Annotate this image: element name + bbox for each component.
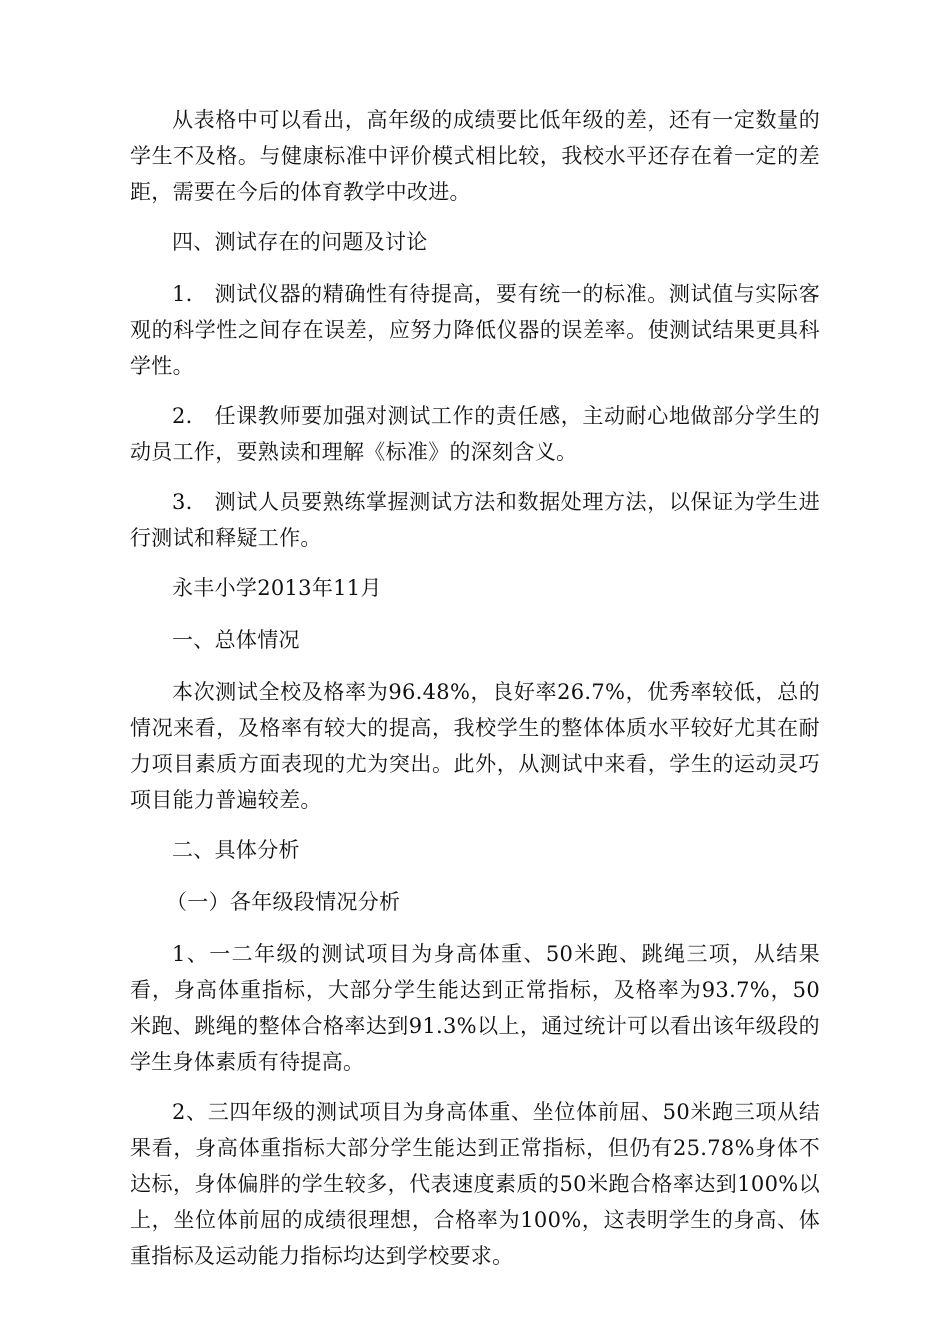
paragraph-item-3-testers: 3. 测试人员要熟练掌握测试方法和数据处理方法，以保证为学生进行测试和释疑工作。 bbox=[130, 490, 820, 550]
section-heading-analysis: 二、具体分析 bbox=[172, 838, 300, 862]
section-heading-overall: 一、总体情况 bbox=[172, 628, 300, 652]
paragraph-grades-1-2: 1、一二年级的测试项目为身高体重、50米跑、跳绳三项，从结果看，身高体重指标，大部分学生能达到正常指标，及格率为93.7%，50米跑、跳绳的整体合格率达到91.3%以上，通过统计可以看出该年级段的学生身体素质有待提高。 bbox=[130, 942, 820, 1074]
paragraph-overall-summary: 本次测试全校及格率为96.48%，良好率26.7%，优秀率较低，总的情况来看，及格率有较大的提高，我校学生的整体体质水平较好尤其在耐力项目素质方面表现的尤为突出。此外，从测试中来看，学生的运动灵巧项目能力普遍较差。 bbox=[130, 680, 820, 812]
subsection-heading-grades: （一）各年级段情况分析 bbox=[166, 890, 401, 914]
signature-school-date: 永丰小学2013年11月 bbox=[172, 576, 382, 600]
paragraph-item-1-instruments: 1. 测试仪器的精确性有待提高，要有统一的标准。测试值与实际客观的科学性之间存在误差，应努力降低仪器的误差率。使测试结果更具科学性。 bbox=[130, 282, 820, 378]
paragraph-grades-3-4: 2、三四年级的测试项目为身高体重、坐位体前屈、50米跑三项从结果看，身高体重指标大部分学生能达到正常指标，但仍有25.78%身体不达标，身体偏胖的学生较多，代表速度素质的50米跑合格率达到100%以上，坐位体前屈的成绩很理想，合格率为100%，这表明学生的身高、体重指标及运动能力指标均达到学校要求。 bbox=[130, 1100, 820, 1268]
paragraph-table-conclusion: 从表格中可以看出，高年级的成绩要比低年级的差，还有一定数量的学生不及格。与健康标准中评价模式相比较，我校水平还存在着一定的差距，需要在今后的体育教学中改进。 bbox=[130, 108, 820, 204]
document-body bbox=[130, 102, 820, 1288]
paragraph-item-2-teachers: 2. 任课教师要加强对测试工作的责任感，主动耐心地做部分学生的动员工作，要熟读和理解《标准》的深刻含义。 bbox=[130, 404, 820, 464]
section-heading-problems: 四、测试存在的问题及讨论 bbox=[172, 230, 428, 254]
